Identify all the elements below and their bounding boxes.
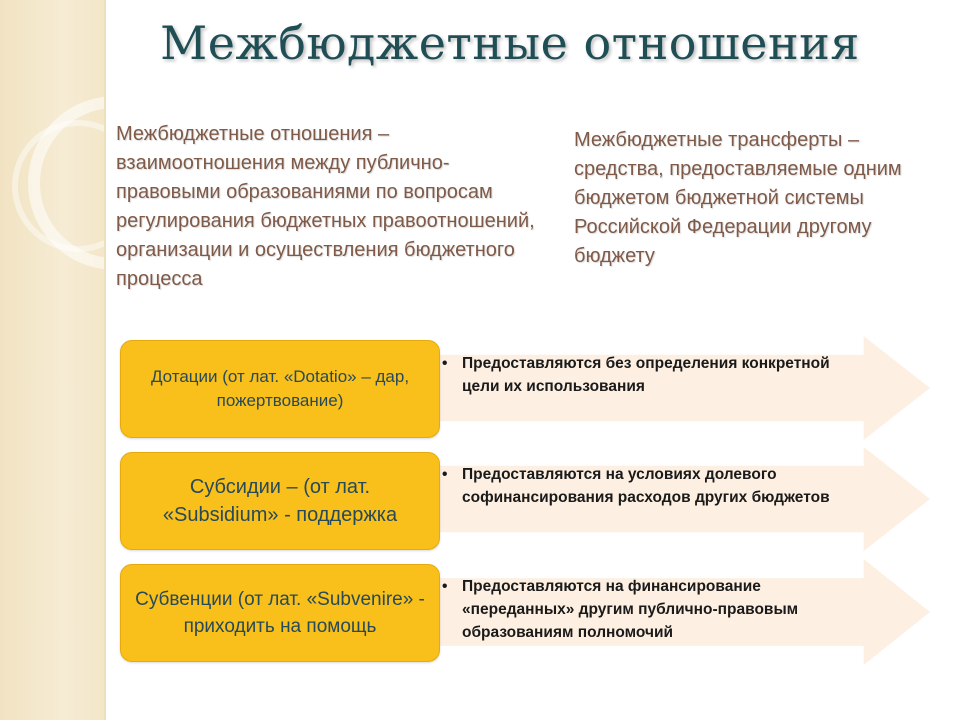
bullet-icon: • [442,578,448,595]
diagram-row-subsidies [120,447,930,551]
bullet-icon: • [442,466,448,483]
diagram-row-subventions [120,559,930,665]
slide-title: Межбюджетные отношения [160,16,860,70]
term-box-subsidies: Субсидии – (от лат. «Subsidium» - поддержка [120,452,440,550]
definition-intergovernmental-relations: Межбюджетные отношения – взаимоотношения между публично-правовыми образованиями по вопросам регулирования бюджетных правоотношений, организации и осуществления бюджетного процесса [116,123,535,290]
decorative-circle [12,120,106,252]
decorative-side-strip [0,0,106,720]
term-box-subventions: Субвенции (от лат. «Subvenire» - приходить на помощь [120,564,440,662]
definition-intergovernmental-transfers: Межбюджетные трансферты – средства, предоставляемые одним бюджетом бюджетной системы Российской Федерации другому бюджету [574,129,902,267]
bullet-icon: • [442,355,448,372]
term-box-dotations: Дотации (от лат. «Dotatio» – дар, пожертвование) [120,340,440,438]
row-description: • Предоставляются на условиях долевого софинансирования расходов других бюджетов [442,463,842,509]
diagram-row-dotations [120,336,930,440]
row-description: • Предоставляются на финансирование «переданных» другим публично-правовым образованиям полномочий [442,575,842,644]
row-description: • Предоставляются без определения конкретной цели их использования [442,352,842,398]
